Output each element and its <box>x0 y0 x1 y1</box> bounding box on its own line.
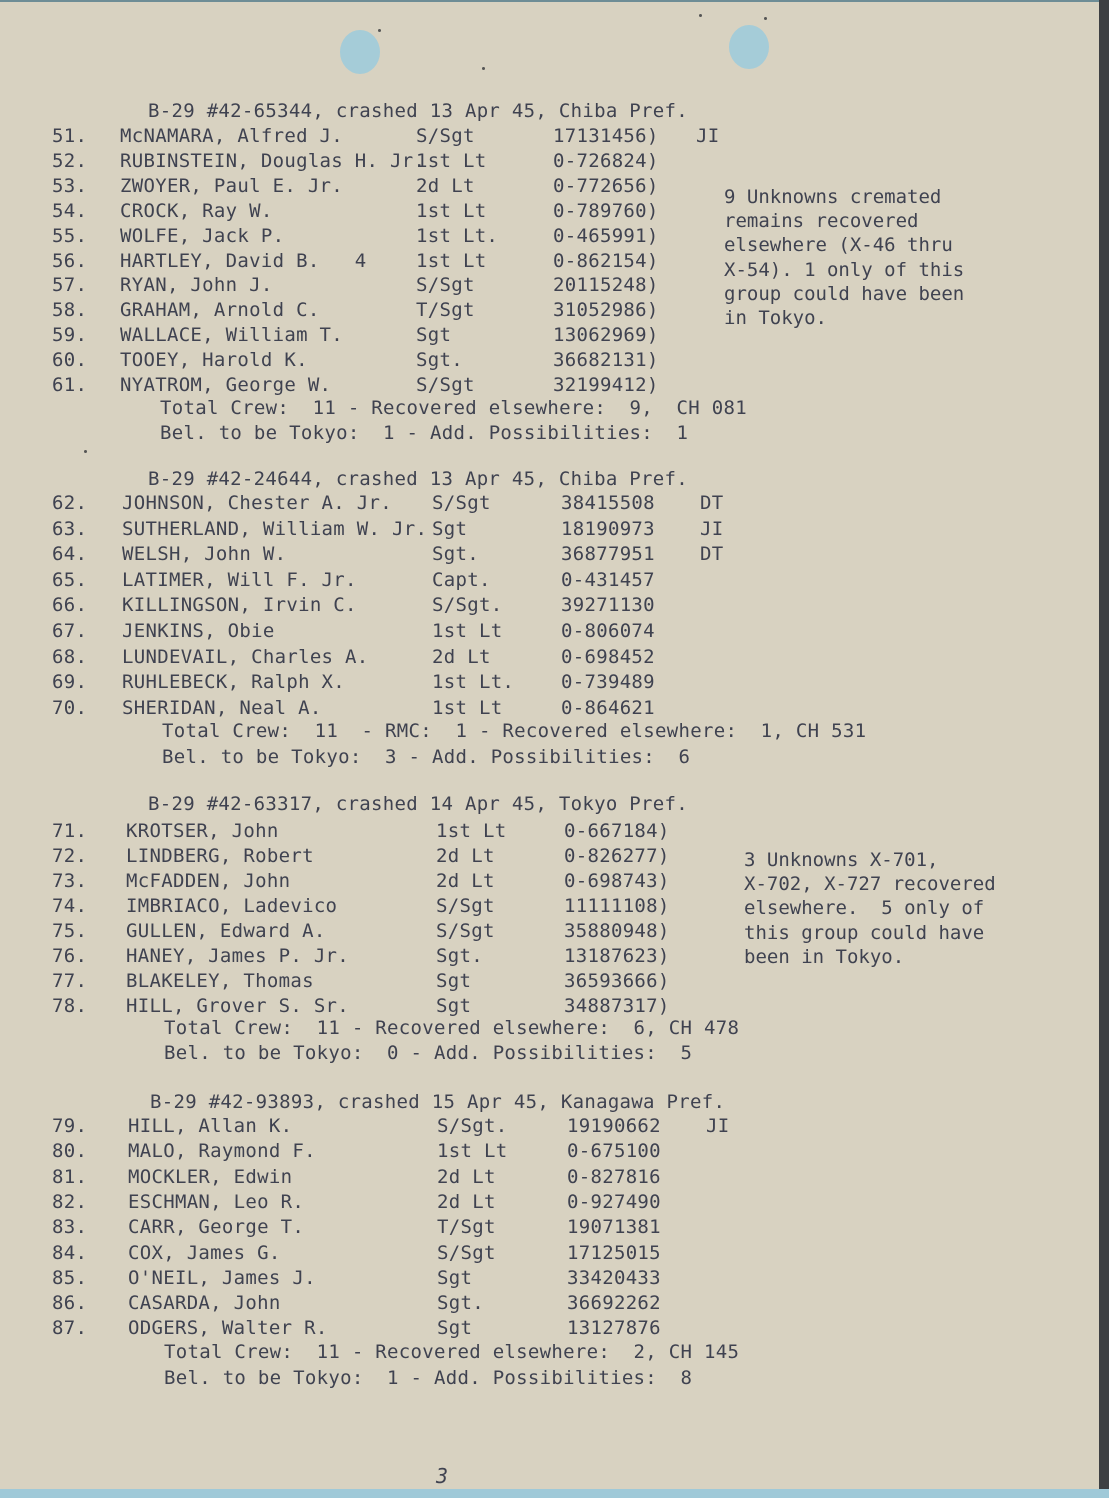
crew-name: SUTHERLAND, William W. Jr. <box>122 518 428 540</box>
row-number: 78. <box>52 995 88 1017</box>
crew-name: TOOEY, Harold K. <box>120 349 308 371</box>
crew-serial: 0-698452 <box>561 646 655 668</box>
row-number: 51. <box>52 125 88 147</box>
total-crew-line: Total Crew: 11 - RMC: 1 - Recovered elsewhere: 1, CH 531 <box>162 720 867 742</box>
crew-serial: 0-826277) <box>564 845 670 867</box>
status-mark: JI <box>706 1115 730 1137</box>
tokyo-possibilities-line: Bel. to be Tokyo: 0 - Add. Possibilities: 5 <box>164 1042 693 1064</box>
row-number: 68. <box>52 646 88 668</box>
crew-name: HILL, Allan K. <box>128 1115 293 1137</box>
crew-name: GULLEN, Edward A. <box>126 920 326 942</box>
crew-rank: 2d Lt <box>437 1191 496 1213</box>
row-number: 79. <box>52 1115 88 1137</box>
crew-serial: 19190662 <box>567 1115 661 1137</box>
crew-name: WALLACE, William T. <box>120 324 344 346</box>
row-number: 77. <box>52 970 88 992</box>
crew-rank: S/Sgt <box>437 1242 496 1264</box>
row-number: 56. <box>52 250 88 272</box>
row-number: 76. <box>52 945 88 967</box>
crew-serial: 13187623) <box>564 945 670 967</box>
crew-name: IMBRIACO, Ladevico <box>126 895 338 917</box>
row-number: 52. <box>52 150 88 172</box>
row-number: 69. <box>52 671 88 693</box>
total-crew-line: Total Crew: 11 - Recovered elsewhere: 6, CH 478 <box>164 1017 740 1039</box>
row-number: 72. <box>52 845 88 867</box>
tokyo-possibilities-line: Bel. to be Tokyo: 1 - Add. Possibilities: 1 <box>160 422 689 444</box>
crew-name: O'NEIL, James J. <box>128 1267 316 1289</box>
crew-rank: 2d Lt <box>436 845 495 867</box>
crew-serial: 0-864621 <box>561 697 655 719</box>
row-number: 81. <box>52 1166 88 1188</box>
crew-rank: S/Sgt <box>416 125 475 147</box>
crew-serial: 0-667184) <box>564 820 670 842</box>
crew-name: HARTLEY, David B. 4 <box>120 250 367 272</box>
status-mark: DT <box>700 543 724 565</box>
crew-name: LINDBERG, Robert <box>126 845 314 867</box>
crew-serial: 13062969) <box>553 324 659 346</box>
crew-name: CASARDA, John <box>128 1292 281 1314</box>
crew-rank: 1st Lt <box>432 697 503 719</box>
crew-serial: 0-789760) <box>553 200 659 222</box>
row-number: 64. <box>52 543 88 565</box>
crew-rank: 2d Lt <box>437 1166 496 1188</box>
crew-rank: S/Sgt <box>416 274 475 296</box>
crew-rank: 1st Lt <box>416 150 487 172</box>
row-number: 65. <box>52 569 88 591</box>
crew-rank: S/Sgt. <box>432 594 503 616</box>
row-number: 63. <box>52 518 88 540</box>
paper-speck <box>378 29 381 32</box>
crew-name: RYAN, John J. <box>120 274 273 296</box>
row-number: 87. <box>52 1317 88 1339</box>
crew-name: GRAHAM, Arnold C. <box>120 299 320 321</box>
crew-rank: Sgt. <box>416 349 463 371</box>
paper-speck <box>764 17 767 20</box>
crew-rank: T/Sgt <box>416 299 475 321</box>
crew-name: LATIMER, Will F. Jr. <box>122 569 357 591</box>
aircraft-header: B-29 #42-93893, crashed 15 Apr 45, Kanagawa Pref. <box>150 1091 726 1113</box>
row-number: 54. <box>52 200 88 222</box>
crew-name: McFADDEN, John <box>126 870 291 892</box>
row-number: 84. <box>52 1242 88 1264</box>
crew-serial: 36593666) <box>564 970 670 992</box>
row-number: 59. <box>52 324 88 346</box>
crew-serial: 36682131) <box>553 349 659 371</box>
row-number: 80. <box>52 1140 88 1162</box>
crew-serial: 17131456) <box>553 125 659 147</box>
crew-rank: Sgt. <box>432 543 479 565</box>
crew-name: COX, James G. <box>128 1242 281 1264</box>
paper-speck <box>482 67 485 70</box>
row-number: 74. <box>52 895 88 917</box>
crew-rank: Sgt. <box>436 945 483 967</box>
crew-rank: Sgt <box>437 1317 473 1339</box>
crew-serial: 0-726824) <box>553 150 659 172</box>
crew-rank: S/Sgt <box>436 920 495 942</box>
crew-name: NYATROM, George W. <box>120 374 332 396</box>
crew-name: KROTSER, John <box>126 820 279 842</box>
crew-name: CARR, George T. <box>128 1216 305 1238</box>
crew-name: SHERIDAN, Neal A. <box>122 697 322 719</box>
crew-rank: S/Sgt <box>436 895 495 917</box>
paper-speck <box>699 14 702 17</box>
crew-rank: 1st Lt <box>437 1140 508 1162</box>
punch-hole-right <box>729 25 769 69</box>
row-number: 71. <box>52 820 88 842</box>
row-number: 62. <box>52 492 88 514</box>
aircraft-header: B-29 #42-65344, crashed 13 Apr 45, Chiba Pref. <box>148 100 688 122</box>
row-number: 60. <box>52 349 88 371</box>
status-mark: DT <box>700 492 724 514</box>
crew-name: ESCHMAN, Leo R. <box>128 1191 305 1213</box>
tokyo-possibilities-line: Bel. to be Tokyo: 3 - Add. Possibilities: 6 <box>162 746 691 768</box>
crew-rank: 2d Lt <box>432 646 491 668</box>
crew-name: MOCKLER, Edwin <box>128 1166 293 1188</box>
crew-rank: T/Sgt <box>437 1216 496 1238</box>
crew-name: CROCK, Ray W. <box>120 200 273 222</box>
crew-serial: 0-927490 <box>567 1191 661 1213</box>
crew-serial: 32199412) <box>553 374 659 396</box>
crew-rank: 1st Lt <box>416 250 487 272</box>
row-number: 53. <box>52 175 88 197</box>
crew-serial: 17125015 <box>567 1242 661 1264</box>
crew-rank: 2d Lt <box>416 175 475 197</box>
row-number: 57. <box>52 274 88 296</box>
row-number: 61. <box>52 374 88 396</box>
punch-hole-left <box>340 30 380 74</box>
crew-serial: 0-675100 <box>567 1140 661 1162</box>
scan-right-edge <box>1099 0 1109 1498</box>
crew-rank: 2d Lt <box>436 870 495 892</box>
crew-rank: Sgt <box>432 518 468 540</box>
crew-rank: 1st Lt. <box>432 671 515 693</box>
crew-name: WOLFE, Jack P. <box>120 225 285 247</box>
row-number: 55. <box>52 225 88 247</box>
crew-serial: 0-862154) <box>553 250 659 272</box>
crew-serial: 19071381 <box>567 1216 661 1238</box>
row-number: 75. <box>52 920 88 942</box>
page-number: 3 <box>436 1464 449 1488</box>
total-crew-line: Total Crew: 11 - Recovered elsewhere: 9, CH 081 <box>160 397 747 419</box>
crew-serial: 36692262 <box>567 1292 661 1314</box>
crew-name: HANEY, James P. Jr. <box>126 945 350 967</box>
crew-rank: Sgt <box>436 995 472 1017</box>
crew-name: LUNDEVAIL, Charles A. <box>122 646 369 668</box>
crew-name: WELSH, John W. <box>122 543 287 565</box>
crew-rank: 1st Lt. <box>416 225 499 247</box>
row-number: 86. <box>52 1292 88 1314</box>
crew-rank: S/Sgt <box>416 374 475 396</box>
crew-name: ODGERS, Walter R. <box>128 1317 328 1339</box>
crew-rank: S/Sgt. <box>437 1115 508 1137</box>
crew-serial: 39271130 <box>561 594 655 616</box>
crew-serial: 0-465991) <box>553 225 659 247</box>
crew-rank: 1st Lt <box>432 620 503 642</box>
crew-rank: Capt. <box>432 569 491 591</box>
row-number: 83. <box>52 1216 88 1238</box>
crew-serial: 0-698743) <box>564 870 670 892</box>
crew-serial: 0-772656) <box>553 175 659 197</box>
crew-serial: 0-431457 <box>561 569 655 591</box>
row-number: 67. <box>52 620 88 642</box>
row-number: 85. <box>52 1267 88 1289</box>
row-number: 70. <box>52 697 88 719</box>
row-number: 82. <box>52 1191 88 1213</box>
row-number: 73. <box>52 870 88 892</box>
crew-rank: Sgt. <box>437 1292 484 1314</box>
crew-rank: S/Sgt <box>432 492 491 514</box>
crew-serial: 0-739489 <box>561 671 655 693</box>
crew-name: RUBINSTEIN, Douglas H. Jr. <box>120 150 426 172</box>
crew-name: RUHLEBECK, Ralph X. <box>122 671 346 693</box>
status-mark: JI <box>696 125 720 147</box>
row-number: 66. <box>52 594 88 616</box>
crew-name: BLAKELEY, Thomas <box>126 970 314 992</box>
crew-serial: 38415508 <box>561 492 655 514</box>
crew-name: McNAMARA, Alfred J. <box>120 125 344 147</box>
crew-serial: 33420433 <box>567 1267 661 1289</box>
crew-name: KILLINGSON, Irvin C. <box>122 594 357 616</box>
group-note: 9 Unknowns cremated remains recovered elsewhere (X-46 thru X-54). 1 only of this group could have been in Tokyo. <box>724 186 965 330</box>
crew-serial: 31052986) <box>553 299 659 321</box>
crew-serial: 20115248) <box>553 274 659 296</box>
page-top-edge <box>0 0 1109 2</box>
row-number: 58. <box>52 299 88 321</box>
total-crew-line: Total Crew: 11 - Recovered elsewhere: 2, CH 145 <box>164 1341 740 1363</box>
aircraft-header: B-29 #42-24644, crashed 13 Apr 45, Chiba Pref. <box>148 468 688 490</box>
crew-serial: 0-806074 <box>561 620 655 642</box>
crew-serial: 13127876 <box>567 1317 661 1339</box>
crew-serial: 35880948) <box>564 920 670 942</box>
crew-serial: 34887317) <box>564 995 670 1017</box>
crew-rank: Sgt <box>416 324 452 346</box>
crew-name: MALO, Raymond F. <box>128 1140 316 1162</box>
crew-serial: 18190973 <box>561 518 655 540</box>
crew-name: HILL, Grover S. Sr. <box>126 995 350 1017</box>
paper-speck <box>84 450 87 453</box>
crew-serial: 36877951 <box>561 543 655 565</box>
crew-serial: 0-827816 <box>567 1166 661 1188</box>
crew-rank: Sgt <box>437 1267 473 1289</box>
tokyo-possibilities-line: Bel. to be Tokyo: 1 - Add. Possibilities: 8 <box>164 1367 693 1389</box>
aircraft-header: B-29 #42-63317, crashed 14 Apr 45, Tokyo Pref. <box>148 793 688 815</box>
crew-rank: 1st Lt <box>416 200 487 222</box>
crew-rank: Sgt <box>436 970 472 992</box>
scan-bottom-edge <box>0 1489 1109 1498</box>
crew-name: JENKINS, Obie <box>122 620 275 642</box>
crew-serial: 11111108) <box>564 895 670 917</box>
group-note: 3 Unknowns X-701, X-702, X-727 recovered elsewhere. 5 only of this group could have been in Tokyo. <box>744 849 996 968</box>
crew-name: JOHNSON, Chester A. Jr. <box>122 492 392 514</box>
crew-rank: 1st Lt <box>436 820 507 842</box>
status-mark: JI <box>700 518 724 540</box>
crew-name: ZWOYER, Paul E. Jr. <box>120 175 344 197</box>
